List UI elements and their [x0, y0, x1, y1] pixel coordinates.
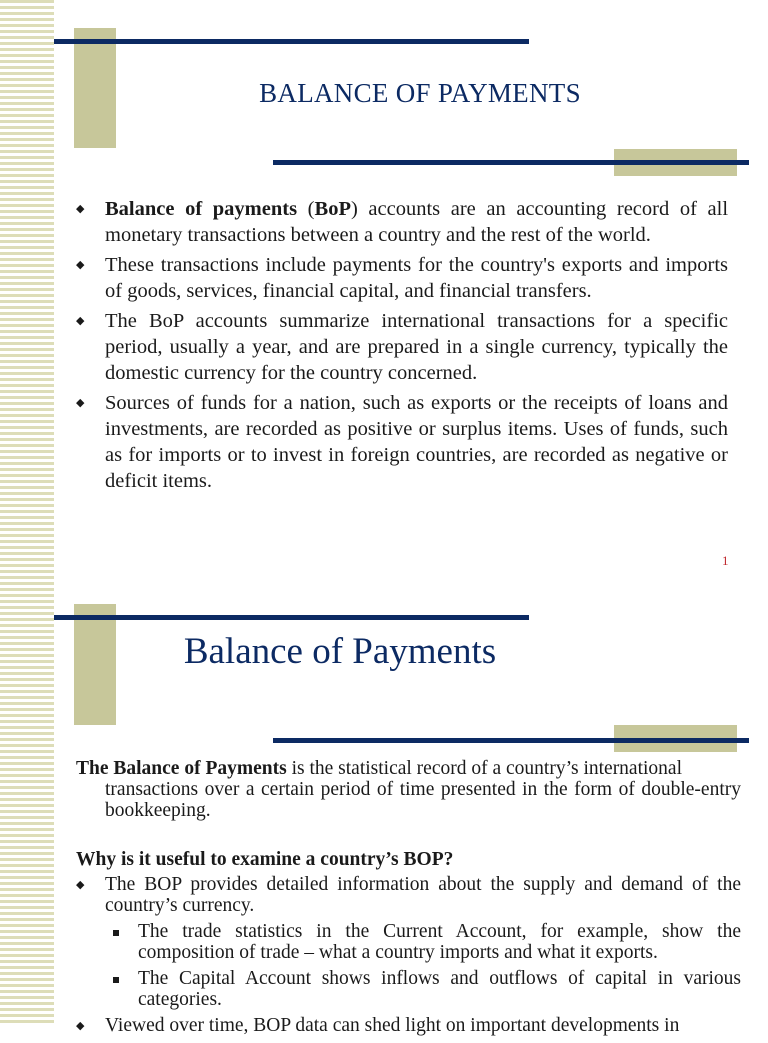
decor-navy-rule-bottom [273, 738, 749, 743]
diamond-bullet-icon: ◆ [76, 203, 85, 215]
definition-text: is the statistical record of a country’s international [286, 758, 682, 779]
decor-olive-block-top-left [74, 604, 116, 725]
diamond-bullet-icon: ◆ [76, 397, 85, 409]
question-heading: Why is it useful to examine a country’s BOP? [76, 849, 454, 870]
square-bullet-icon [113, 930, 119, 936]
term-balance-of-payments: Balance of payments [105, 198, 298, 220]
bullet-text: These transactions include payments for the country's exports and imports of goods, services, financial capital, and financial transfers. [105, 254, 728, 302]
term-bop: BoP [314, 198, 351, 220]
list-item [76, 308, 728, 386]
decor-navy-rule-top [54, 39, 529, 44]
bullet-text: Viewed over time, BOP data can shed light on important developments in [105, 1015, 680, 1036]
list-item [76, 875, 741, 1010]
diamond-bullet-icon: ◆ [76, 879, 85, 891]
diamond-bullet-icon: ◆ [76, 315, 85, 327]
sub-bullet-text: The trade statistics in the Current Account, for example, show the composition of trade – what a country imports and what it exports. [138, 921, 741, 963]
slide-2-title: Balance of Payments [183, 631, 497, 672]
slide-2-bullet-list [76, 875, 741, 1043]
sub-bullet-text: The Capital Account shows inflows and outflows of capital in various categories. [138, 968, 741, 1010]
slide-1-bullet-list [76, 196, 728, 498]
bullet-text: ) accounts are an accounting record of all monetary transactions between a country and the rest of the world. [105, 198, 729, 246]
page-number: 1 [722, 553, 729, 568]
sub-list-item [105, 969, 741, 1010]
bullet-text: The BOP provides detailed information about the supply and demand of the country’s currency. [105, 874, 741, 916]
term-balance-of-payments: The Balance of Payments [76, 758, 287, 779]
slide-1-title: BALANCE OF PAYMENTS [259, 78, 581, 108]
square-bullet-icon [113, 977, 119, 983]
list-item [76, 1016, 741, 1037]
slide-2 [0, 580, 768, 1036]
list-item [76, 252, 728, 304]
definition-paragraph [76, 758, 741, 821]
sub-bullet-list [105, 922, 741, 1010]
list-item [76, 196, 728, 248]
diamond-bullet-icon: ◆ [76, 259, 85, 271]
decor-navy-rule-bottom [273, 160, 749, 165]
decor-navy-rule-top [54, 615, 529, 620]
bullet-text: ( [297, 198, 315, 220]
decor-olive-block-top-left [74, 28, 116, 148]
bullet-text: The BoP accounts summarize international transactions for a specific period, usually a year, and are prepared in a single currency, typically the domestic currency for the country concerned. [105, 310, 728, 384]
diamond-bullet-icon: ◆ [76, 1020, 85, 1032]
bullet-text: Sources of funds for a nation, such as exports or the receipts of loans and investments, are recorded as positive or surplus items. Uses of funds, such as for imports or to invest in foreign countries, are recorded as negative or deficit items. [105, 392, 728, 492]
definition-text-continued: transactions over a certain period of time presented in the form of double-entry bookkeeping. [105, 779, 741, 821]
list-item [76, 390, 728, 494]
sub-list-item [105, 922, 741, 963]
